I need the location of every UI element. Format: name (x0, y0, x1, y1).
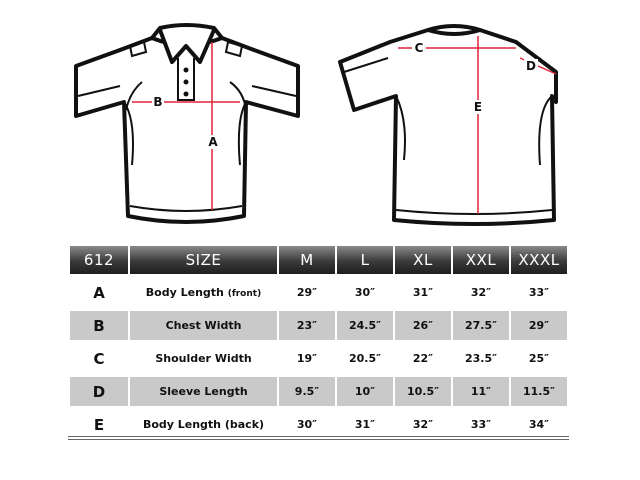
row-measurement: Sleeve Length (130, 377, 277, 406)
label-b-text: B (153, 95, 163, 109)
table-row (70, 278, 567, 307)
value-cell: 10.5″ (395, 377, 451, 406)
front-shirt-illustration (76, 25, 298, 222)
value-cell: 33″ (528, 286, 550, 299)
value-cell: 20.5″ (348, 352, 382, 365)
value-cell: 26″ (395, 311, 451, 340)
bottom-divider (68, 436, 569, 437)
header-size-l: L (337, 246, 393, 274)
row-measurement: Chest Width (130, 311, 277, 340)
value-cell: 33″ (470, 418, 492, 431)
value-cell: 24.5″ (337, 311, 393, 340)
label-c: C (414, 41, 424, 55)
value-cell: 9.5″ (279, 377, 335, 406)
back-shirt-illustration (340, 26, 556, 224)
value-cell: 32″ (470, 286, 492, 299)
row-letter: C (93, 349, 105, 368)
row-measurement (130, 278, 277, 307)
label-d: D (526, 59, 536, 73)
label-a: A (208, 135, 218, 149)
row-letter: D (70, 377, 128, 406)
label-e: E (473, 100, 483, 114)
row-measurement: Shoulder Width (155, 352, 252, 365)
table-row (70, 344, 567, 373)
row-measurement: Body Length (back) (142, 418, 265, 431)
table-row (70, 311, 567, 340)
value-cell: 11″ (453, 377, 509, 406)
bottom-divider-secondary (68, 439, 569, 440)
row-letter: A (93, 283, 105, 302)
value-cell: 23.5″ (464, 352, 498, 365)
value-cell: 34″ (528, 418, 550, 431)
header-size-xxxl: XXXL (511, 246, 567, 274)
value-cell: 22″ (412, 352, 434, 365)
header-code: 612 (70, 246, 128, 274)
size-table (68, 246, 569, 439)
value-cell: 19″ (296, 352, 318, 365)
measurement-name: Body Length (145, 286, 224, 299)
value-cell: 29″ (511, 311, 567, 340)
value-cell: 32″ (412, 418, 434, 431)
size-chart (68, 246, 569, 439)
value-cell: 30″ (296, 418, 318, 431)
table-header-row (70, 246, 567, 274)
value-cell: 31″ (412, 286, 434, 299)
row-letter: E (93, 415, 105, 434)
value-cell: 25″ (528, 352, 550, 365)
header-size-xl: XL (395, 246, 451, 274)
value-cell: 11.5″ (511, 377, 567, 406)
header-size-xxl: XXL (453, 246, 509, 274)
value-cell: 30″ (354, 286, 376, 299)
table-row (70, 410, 567, 439)
value-cell: 10″ (337, 377, 393, 406)
row-letter: B (70, 311, 128, 340)
value-cell: 27.5″ (453, 311, 509, 340)
table-row (70, 377, 567, 406)
measurement-note: (front) (227, 289, 262, 299)
value-cell: 31″ (354, 418, 376, 431)
value-cell: 23″ (279, 311, 335, 340)
header-size-m: M (279, 246, 335, 274)
value-cell: 29″ (296, 286, 318, 299)
header-size: SIZE (130, 246, 277, 274)
